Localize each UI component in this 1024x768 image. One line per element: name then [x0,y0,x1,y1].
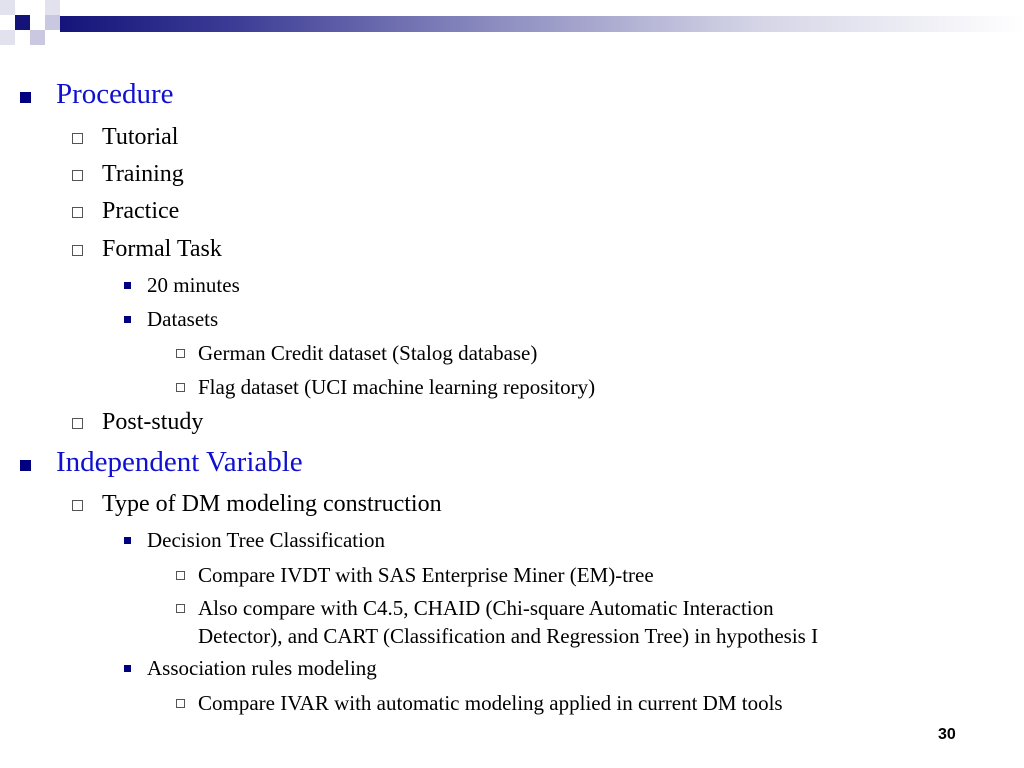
item-text: Formal Task [102,236,222,262]
square-bullet-icon [20,92,31,103]
item-text: Decision Tree Classification [147,528,385,552]
decor-square [30,0,45,15]
item-text: Flag dataset (UCI machine learning repository) [198,375,596,399]
small-square-bullet-icon [124,316,131,323]
item-text: Association rules modeling [147,656,377,680]
item-text: Compare IVDT with SAS Enterprise Miner (EM)-tree [198,563,654,587]
item-text: Post-study [102,409,204,435]
hollow-square-bullet-icon [72,207,83,218]
item-text: Training [102,161,184,187]
heading-text: Procedure [56,78,174,110]
item-text: Practice [102,198,180,224]
decor-square [45,15,60,30]
decor-square [0,0,15,15]
square-bullet-icon [20,460,31,471]
item-text: Type of DM modeling construction [102,491,442,517]
item-text: Datasets [147,307,219,331]
item-text: Also compare with C4.5, CHAID (Chi-square Automatic Interaction [198,596,774,620]
hollow-square-bullet-icon [72,133,83,144]
item-text: Detector), and CART (Classification and Regression Tree) in hypothesis I [198,624,819,648]
item-text: Tutorial [102,124,179,150]
title-decoration [0,0,1024,60]
hollow-square-bullet-icon [72,418,83,429]
item-text: German Credit dataset (Stalog database) [198,341,538,365]
hollow-square-bullet-icon [176,349,185,358]
page-number: 30 [938,726,956,743]
heading-text: Independent Variable [56,446,303,478]
decor-square [15,15,30,30]
hollow-square-bullet-icon [72,500,83,511]
gradient-bar [60,16,1024,32]
item-text: Compare IVAR with automatic modeling applied in current DM tools [198,691,783,715]
small-square-bullet-icon [124,665,131,672]
decor-square [45,0,60,15]
small-square-bullet-icon [124,537,131,544]
decor-square [0,30,15,45]
hollow-square-bullet-icon [176,699,185,708]
item-text: 20 minutes [147,273,240,297]
hollow-square-bullet-icon [176,604,185,613]
hollow-square-bullet-icon [72,170,83,181]
hollow-square-bullet-icon [176,571,185,580]
hollow-square-bullet-icon [176,383,185,392]
small-square-bullet-icon [124,282,131,289]
decor-square [30,30,45,45]
hollow-square-bullet-icon [72,245,83,256]
